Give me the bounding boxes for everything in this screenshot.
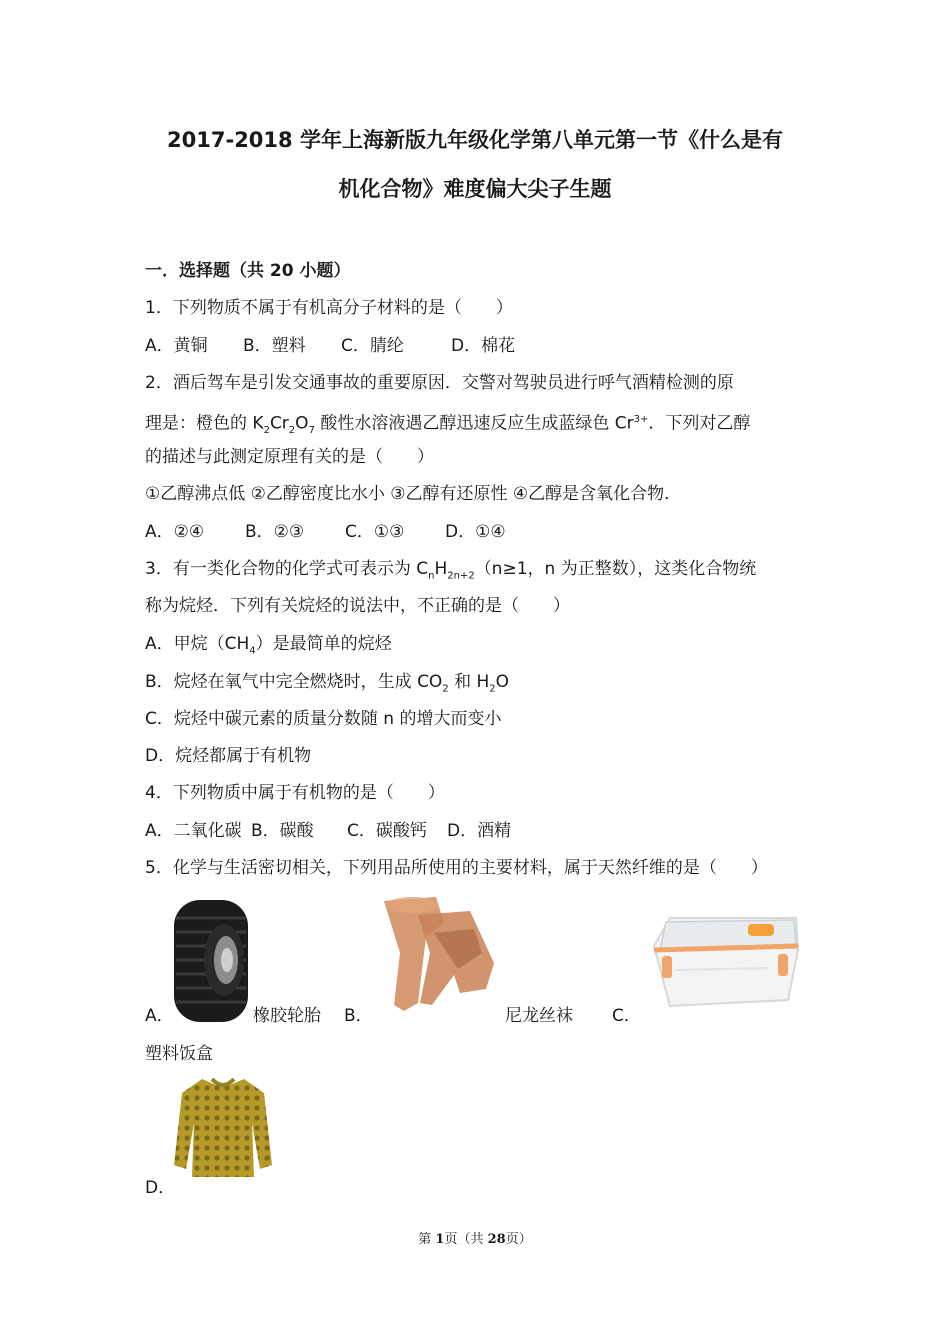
doc-title-line2: 机化合物》难度偏大尖子生题 xyxy=(338,177,612,201)
lunchbox-image xyxy=(648,910,804,1014)
q2-option-d: D．①④ xyxy=(445,522,506,542)
q3-option-b: B．烷烃在氧气中完全燃烧时，生成 $CO_2$ 和 $H_2O$ xyxy=(145,672,510,695)
q2-option-c: C．①③ xyxy=(345,522,405,542)
current-page-number: 1 xyxy=(435,1232,445,1247)
q4-option-b: B．碳酸 xyxy=(251,821,314,841)
total-page-count: 28 xyxy=(487,1232,506,1247)
q5-option-d-letter: D． xyxy=(145,1178,176,1198)
q5-option-c-letter: C． xyxy=(612,1006,641,1026)
question-4-stem: 4．下列物质中属于有机物的是（ ） xyxy=(145,783,445,803)
q1-option-c: C．腈纶 xyxy=(341,336,404,356)
q2-option-b: B．②③ xyxy=(245,522,305,542)
q5-option-a-letter: A． xyxy=(145,1006,174,1026)
section-heading: 一．选择题（共 20 小题） xyxy=(145,261,351,281)
q5-option-c-label: 塑料饭盒 xyxy=(145,1044,213,1064)
q3-option-a: A．甲烷$(CH_4)$是最简单的烷烃 xyxy=(145,634,392,657)
tire-image xyxy=(172,898,250,1024)
question-1-options xyxy=(145,334,515,358)
q3-option-c: C．烷烃中碳元素的质量分数随 n 的增大而变小 xyxy=(145,709,502,729)
question-3-stem-line1: 3．有一类化合物的化学式可表示为 $C_nH_{2n+2}(n\ge 1$，n 为正整数），这类化合物统 xyxy=(145,559,757,582)
question-2-stem-line3: 的描述与此测定原理有关的是（ ） xyxy=(145,447,434,467)
q3-option-d: D．烷烃都属于有机物 xyxy=(145,746,312,766)
question-2-stem-line1: 2．酒后驾车是引发交通事故的重要原因．交警对驾驶员进行呼气酒精检测的原 xyxy=(145,373,734,393)
page-footer: 第 1页（共 28页） xyxy=(418,1232,532,1247)
question-1-stem: 1．下列物质不属于有机高分子材料的是（ ） xyxy=(145,298,513,318)
q1-option-d: D．棉花 xyxy=(451,336,516,356)
question-3-stem-line2: 称为烷烃．下列有关烷烃的说法中，不正确的是（ ） xyxy=(145,596,570,616)
q2-option-a: A．②④ xyxy=(145,522,205,542)
q5-option-a-label: 橡胶轮胎 xyxy=(253,1006,321,1026)
socks-image xyxy=(374,893,502,1017)
question-2-statements: ①乙醇沸点低 ②乙醇密度比水小 ③乙醇有还原性 ④乙醇是含氧化合物． xyxy=(145,484,682,504)
q5-option-b-letter: B． xyxy=(344,1006,373,1026)
q1-option-a: A．黄铜 xyxy=(145,336,208,356)
q4-option-c: C．碳酸钙 xyxy=(347,821,427,841)
doc-title-line1: 2017-2018 学年上海新版九年级化学第八单元第一节《什么是有 xyxy=(167,128,783,152)
question-2-options xyxy=(145,520,506,544)
q4-option-a: A．二氧化碳 xyxy=(145,821,242,841)
question-4-options xyxy=(145,819,511,843)
question-5-stem: 5．化学与生活密切相关，下列用品所使用的主要材料，属于天然纤维的是（ ） xyxy=(145,858,768,878)
q4-option-d: D．酒精 xyxy=(447,821,512,841)
sweater-image xyxy=(172,1073,274,1189)
q5-option-b-label: 尼龙丝袜 xyxy=(505,1006,573,1026)
q1-option-b: B．塑料 xyxy=(243,336,306,356)
question-2-stem-line2: 理是：橙色的 $K_2Cr_2O_7$ 酸性水溶液遇乙醇迅速反应生成蓝绿色 $Cr^{3+}$．下列对乙醇 xyxy=(145,413,751,437)
